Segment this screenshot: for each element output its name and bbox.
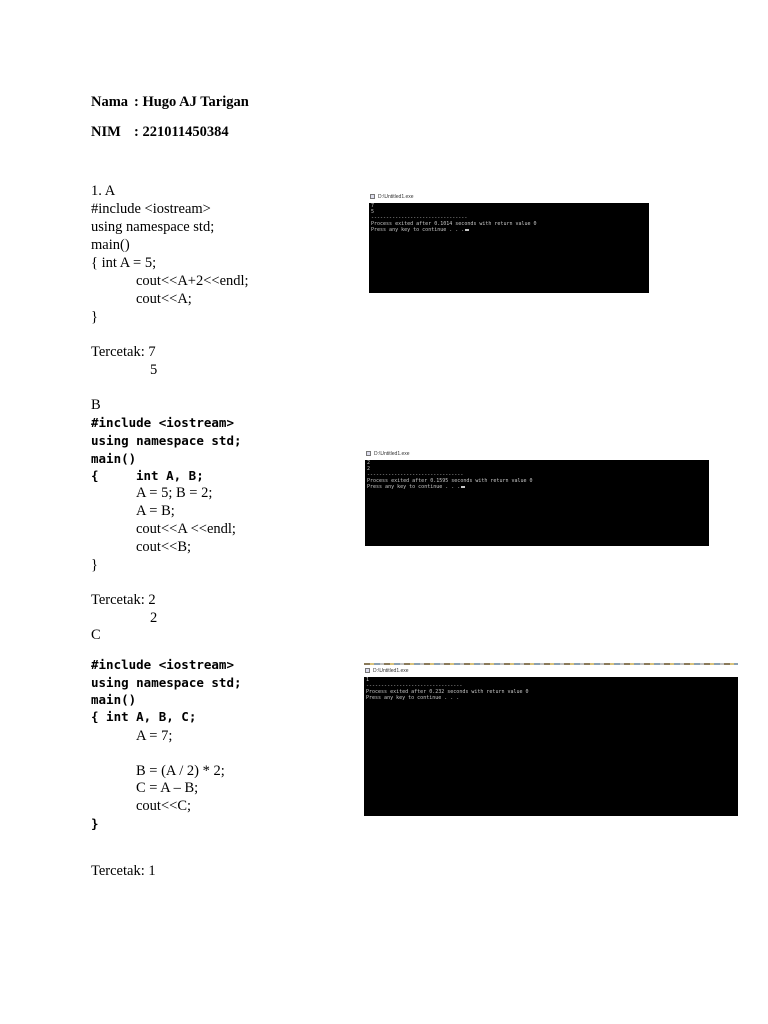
code-line: { int A, B, C; bbox=[91, 709, 197, 724]
code-line: A = B; bbox=[136, 503, 175, 519]
code-line: A = 5; B = 2; bbox=[136, 485, 213, 501]
section-c-title: C bbox=[91, 627, 101, 643]
console-window-c bbox=[364, 666, 738, 816]
console-line: Process exited after 0.1595 seconds with return value 0 bbox=[367, 478, 533, 484]
console-window-b bbox=[365, 449, 709, 546]
console-title: D:\Untitled1.exe bbox=[373, 668, 409, 674]
console-line: 1 bbox=[366, 677, 370, 683]
code-line: using namespace std; bbox=[91, 433, 242, 448]
output-label: Tercetak: 2 bbox=[91, 592, 156, 608]
console-app-icon bbox=[365, 668, 370, 673]
code-line: C = A – B; bbox=[136, 780, 199, 796]
console-screen bbox=[365, 460, 709, 546]
code-line: using namespace std; bbox=[91, 219, 215, 235]
console-line: -------------------------------- bbox=[366, 683, 463, 689]
code-line: #include <iostream> bbox=[91, 201, 211, 217]
console-line: -------------------------------- bbox=[371, 215, 468, 221]
code-line: cout<<A+2<<endl; bbox=[136, 273, 249, 289]
console-line: 2 bbox=[367, 466, 371, 472]
console-line: 2 bbox=[367, 460, 371, 466]
console-screen bbox=[369, 203, 649, 293]
console-titlebar bbox=[364, 666, 738, 677]
console-title: D:\Untitled1.exe bbox=[374, 451, 410, 457]
code-line: cout<<C; bbox=[136, 798, 192, 814]
code-line: cout<<B; bbox=[136, 539, 192, 555]
console-titlebar bbox=[365, 449, 709, 460]
console-app-icon bbox=[370, 194, 375, 199]
console-line: Press any key to continue . . . bbox=[367, 484, 461, 490]
nama-label: Nama bbox=[91, 94, 129, 110]
code-line: main() bbox=[91, 451, 137, 466]
code-line: { int A = 5; bbox=[91, 255, 157, 271]
console-line: Press any key to continue . . . bbox=[371, 227, 465, 233]
code-line: A = 7; bbox=[136, 728, 173, 744]
console-line: Process exited after 0.232 seconds with return value 0 bbox=[366, 689, 529, 695]
console-titlebar bbox=[369, 192, 649, 203]
code-line: B = (A / 2) * 2; bbox=[136, 763, 225, 779]
code-line: } bbox=[91, 557, 98, 573]
console-line: -------------------------------- bbox=[367, 472, 464, 478]
console-line: Process exited after 0.1014 seconds with return value 0 bbox=[371, 221, 537, 227]
output-label: Tercetak: 7 bbox=[91, 344, 156, 360]
code-line: main() bbox=[91, 237, 130, 253]
code-line: cout<<A <<endl; bbox=[136, 521, 236, 537]
output-line: 2 bbox=[150, 610, 158, 626]
code-line: using namespace std; bbox=[91, 675, 242, 690]
console-window-a bbox=[369, 192, 649, 293]
code-line: } bbox=[91, 309, 98, 325]
code-line: } bbox=[91, 816, 99, 831]
nim-value: : 221011450384 bbox=[134, 124, 229, 140]
code-line: { bbox=[91, 468, 99, 483]
nama-value: : Hugo AJ Tarigan bbox=[134, 94, 249, 110]
section-a-title: 1. A bbox=[91, 183, 116, 199]
console-line: 5 bbox=[371, 209, 375, 215]
cursor bbox=[465, 229, 469, 231]
console-line: Press any key to continue . . . bbox=[366, 695, 460, 701]
code-line: cout<<A; bbox=[136, 291, 192, 307]
taskbar-strip bbox=[364, 663, 738, 665]
code-line: int A, B; bbox=[136, 468, 204, 483]
console-line: 7 bbox=[371, 203, 375, 209]
output-label: Tercetak: 1 bbox=[91, 863, 156, 879]
cursor bbox=[461, 486, 465, 488]
console-title: D:\Untitled1.exe bbox=[378, 194, 414, 200]
output-line: 5 bbox=[150, 362, 158, 378]
code-line: #include <iostream> bbox=[91, 657, 234, 672]
code-line: #include <iostream> bbox=[91, 415, 234, 430]
section-b-title: B bbox=[91, 397, 101, 413]
console-screen bbox=[364, 677, 738, 816]
code-line: main() bbox=[91, 692, 137, 707]
nim-label: NIM bbox=[91, 124, 121, 140]
console-app-icon bbox=[366, 451, 371, 456]
